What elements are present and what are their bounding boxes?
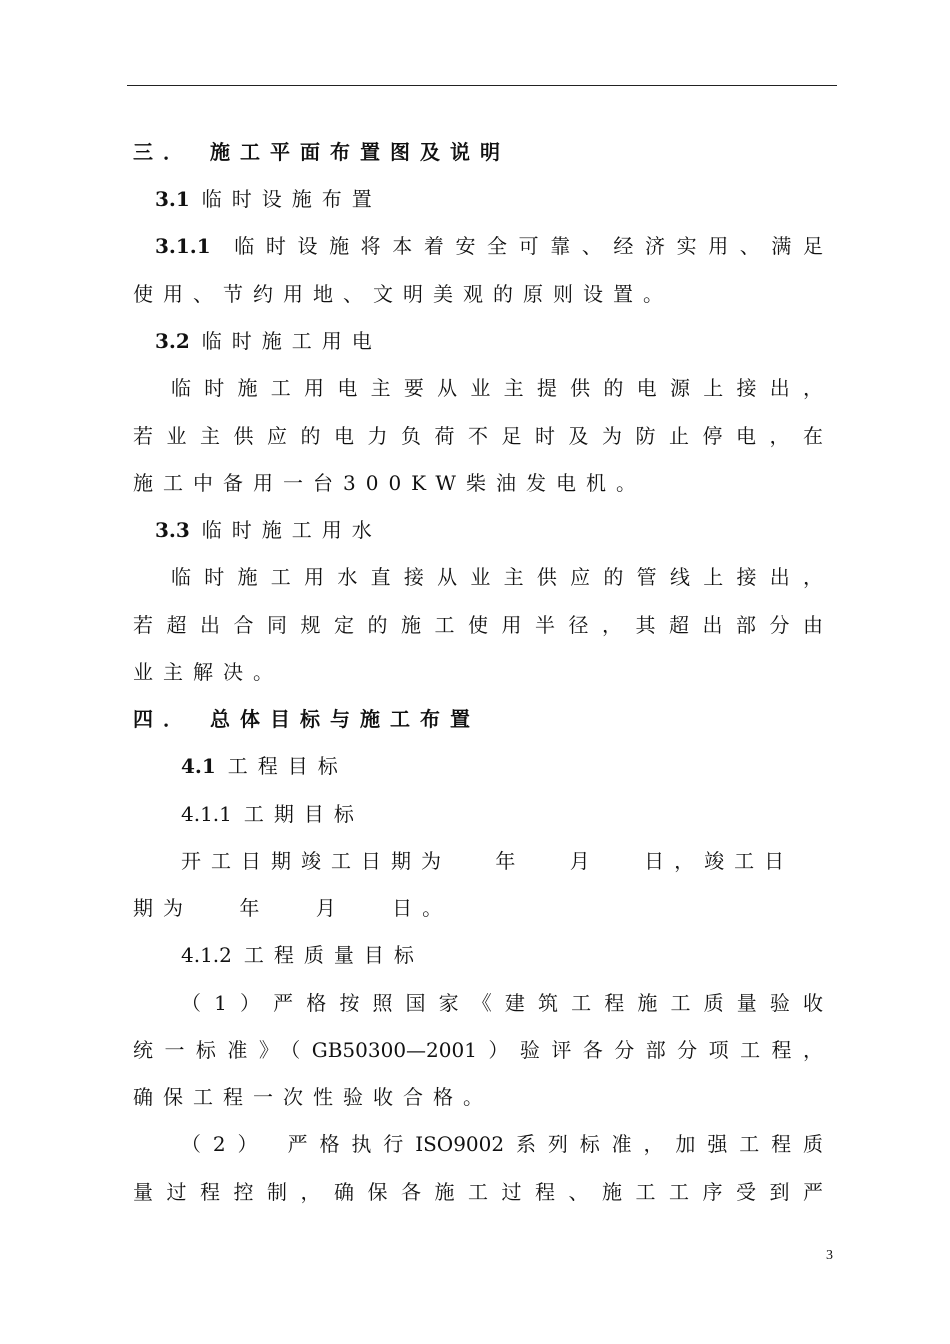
section-3-heading: 三． 施工平面布置图及说明	[133, 140, 510, 164]
paragraph-4-1-2-line-1: （1）严格按照国家《建筑工程施工质量验收	[181, 991, 823, 1015]
subsection-number: 3.2	[155, 329, 190, 353]
subsection-3-3-heading	[155, 515, 845, 545]
subsection-number: 4.1.1	[181, 802, 232, 826]
subsection-title: 临时施工用水	[201, 518, 382, 542]
subsection-4-1-1-heading	[181, 799, 871, 829]
paragraph-3-1-1-line-2: 使用、节约用地、文明美观的原则设置。	[133, 282, 673, 306]
paragraph-3-3-line-1: 临时施工用水直接从业主供应的管线上接出，	[171, 565, 823, 589]
paragraph-text: 临时设施将本着安全可靠、经济实用、满足	[222, 234, 823, 258]
page-number: 3	[826, 1248, 833, 1263]
paragraph-3-3-line-3: 业主解决。	[133, 660, 283, 684]
subsection-4-1-heading	[181, 751, 871, 781]
subsection-title: 临时设施布置	[201, 187, 382, 211]
subsection-title: 临时施工用电	[201, 329, 382, 353]
paragraph-3-2-line-3: 施工中备用一台300KW柴油发电机。	[133, 471, 646, 495]
subsection-title: 工期目标	[243, 802, 364, 826]
paragraph-3-2-line-2: 若业主供应的电力负荷不足时及为防止停电，在	[133, 424, 823, 448]
paragraph-4-1-2-line-2: 统一标准》（GB50300—2001）验评各分部分项工程，	[133, 1038, 823, 1062]
paragraph-3-1-1-line-1	[155, 231, 823, 261]
paragraph-4-1-2-line-5: 量过程控制，确保各施工过程、施工工序受到严	[133, 1180, 823, 1204]
header-rule	[127, 85, 837, 86]
subsection-number: 3.3	[155, 518, 190, 542]
paragraph-4-1-2-line-4: （2） 严格执行ISO9002系列标准，加强工程质	[181, 1132, 823, 1156]
paragraph-3-2-line-1: 临时施工用电主要从业主提供的电源上接出，	[171, 376, 823, 400]
subsection-title: 工程质量目标	[243, 943, 424, 967]
paragraph-4-1-1-line-1: 开工日期竣工日期为 年 月 日，竣工日	[181, 849, 795, 873]
subsection-number: 4.1	[181, 754, 216, 778]
subsection-number: 3.1.1	[155, 234, 211, 258]
subsection-number: 3.1	[155, 187, 190, 211]
paragraph-3-3-line-2: 若超出合同规定的施工使用半径，其超出部分由	[133, 613, 823, 637]
subsection-3-1-heading	[155, 184, 845, 214]
subsection-number: 4.1.2	[181, 943, 232, 967]
paragraph-4-1-1-line-2: 期为 年 月 日。	[133, 896, 453, 920]
subsection-4-1-2-heading	[181, 940, 871, 970]
subsection-3-2-heading	[155, 326, 845, 356]
subsection-title: 工程目标	[227, 754, 348, 778]
section-4-heading: 四． 总体目标与施工布置	[133, 707, 480, 731]
paragraph-4-1-2-line-3: 确保工程一次性验收合格。	[133, 1085, 493, 1109]
